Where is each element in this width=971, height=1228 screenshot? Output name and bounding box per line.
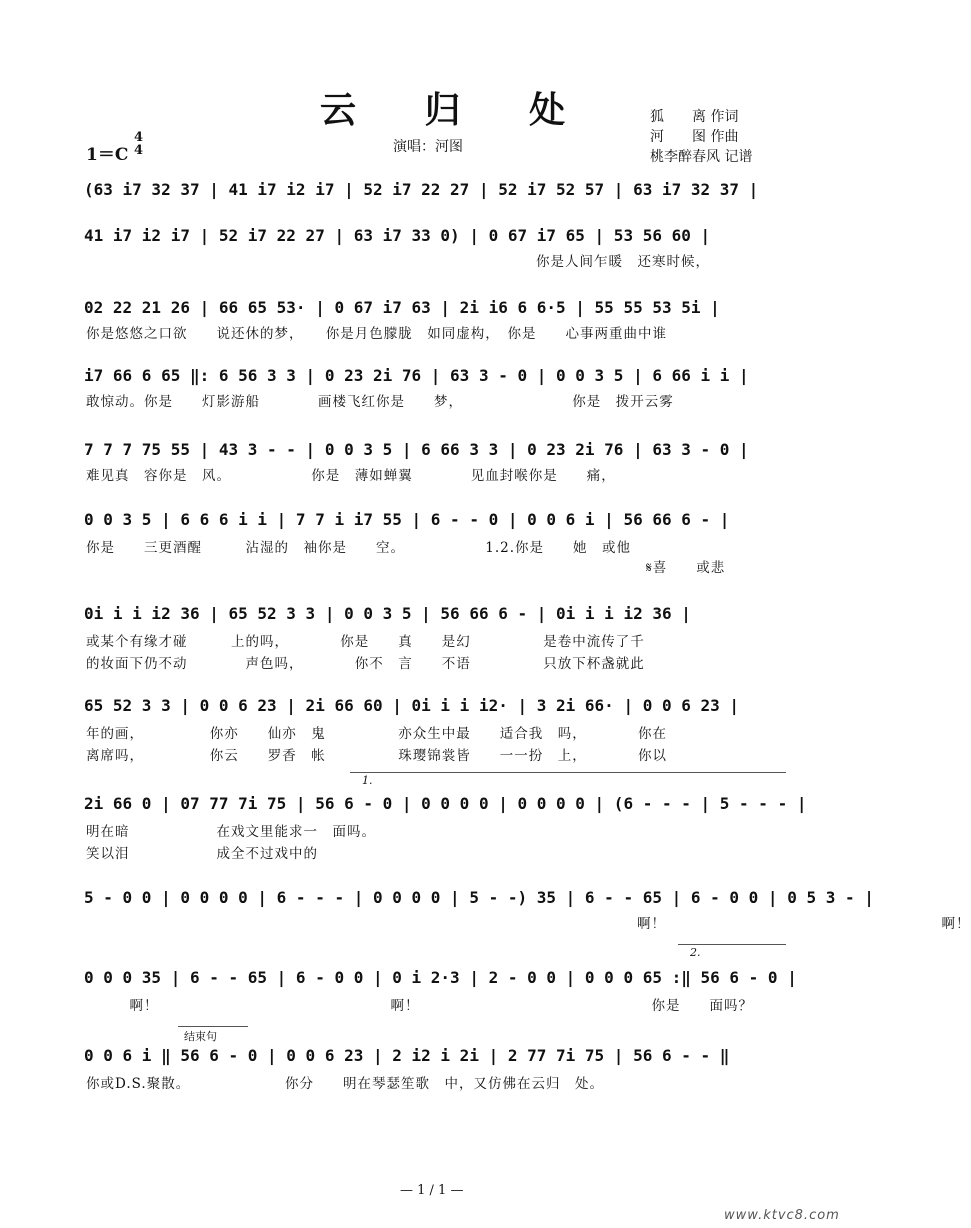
credit-transcriber: 桃李醉春风 记谱 (650, 149, 753, 165)
lyric-line-5: 难见真 容你是 风。 你是 薄如蝉翼 见血封喉你是 痛， (86, 468, 616, 484)
lyric-line-9b: 笑以泪 成全不过戏中的 (86, 846, 318, 862)
credit-lyricist: 狐 离 作词 (650, 109, 739, 125)
coda-label: 结束句 (184, 1030, 217, 1043)
score-line-6: 0 0 3 5 | 6 6 6 i i | 7 7 i i7 55 | 6 - - 0 | 0 0 6 i | 56 66 6 - | (84, 510, 730, 529)
lyric-line-10: 啊！ 啊！ (86, 916, 971, 932)
score-line-5: 7 7 7 75 55 | 43 3 - - | 0 0 3 5 | 6 66 3 3 | 0 23 2i 76 | 63 3 - 0 | (84, 440, 749, 459)
volta-2: 2. (690, 946, 701, 959)
volta-2-bracket (678, 944, 786, 945)
lyric-line-3: 你是悠悠之口欲 说还休的梦， 你是月色朦胧 如同虚构， 你是 心事两重曲中谁 (86, 326, 667, 342)
score-line-10: 5 - 0 0 | 0 0 0 0 | 6 - - - | 0 0 0 0 | 5 - -) 35 | 6 - - 65 | 6 - 0 0 | 0 5 3 - | (84, 888, 874, 907)
lyric-line-6b: 𝄋喜 或悲 (646, 560, 726, 576)
coda-bracket (178, 1026, 248, 1027)
page-number: — 1 / 1 — (400, 1183, 464, 1198)
page-title: 云 归 处 (320, 89, 594, 131)
lyric-line-12: 你或D.S.聚散。 你分 明在琴瑟笙歌 中，又仿佛在云归 处。 (86, 1076, 604, 1092)
score-line-7: 0i i i i2 36 | 65 52 3 3 | 0 0 3 5 | 56 66 6 - | 0i i i i2 36 | (84, 604, 691, 623)
score-line-8: 65 52 3 3 | 0 0 6 23 | 2i 66 60 | 0i i i i2· | 3 2i 66· | 0 0 6 23 | (84, 696, 740, 715)
lyric-line-8b: 离席吗， 你云 罗香 帐 珠璎锦裳皆 一一扮 上， 你以 (86, 748, 667, 764)
lyric-line-2: 你是人间乍暖 还寒时候， (536, 254, 710, 270)
watermark: www.ktvc8.com (724, 1208, 840, 1223)
singer: 演唱：河图 (393, 139, 463, 155)
score-line-1: (63 i7 32 37 | 41 i7 i2 i7 | 52 i7 22 27 | 52 i7 52 57 | 63 i7 32 37 | (84, 180, 759, 199)
lyric-line-4: 敢惊动。你是 灯影游船 画楼飞红你是 梦， 你是 拨开云雾 (86, 394, 674, 410)
score-line-9: 2i 66 0 | 07 77 7i 75 | 56 6 - 0 | 0 0 0 0 | 0 0 0 0 | (6 - - - | 5 - - - | (84, 794, 807, 813)
lyric-line-7: 或某个有缘才碰 上的吗， 你是 真 是幻 是卷中流传了千 (86, 634, 645, 650)
time-numerator: 4 (134, 130, 144, 145)
score-line-11: 0 0 0 35 | 6 - - 65 | 6 - 0 0 | 0 i 2·3 | 2 - 0 0 | 0 0 0 65 :‖ 56 6 - 0 | (84, 968, 797, 987)
lyric-line-8: 年的画， 你亦 仙亦 鬼 亦众生中最 适合我 吗， 你在 (86, 726, 667, 742)
score-line-12: 0 0 6 i ‖ 56 6 - 0 | 0 0 6 23 | 2 i2 i 2i | 2 77 7i 75 | 56 6 - - ‖ (84, 1046, 730, 1065)
score-line-2: 41 i7 i2 i7 | 52 i7 22 27 | 63 i7 33 0) | 0 67 i7 65 | 53 56 60 | (84, 226, 711, 245)
lyric-line-9: 明在暗 在戏文里能求一 面吗。 (86, 824, 376, 840)
lyric-line-7b: 的妆面下仍不动 声色吗， 你不 言 不语 只放下杯盏就此 (86, 656, 645, 672)
credit-composer: 河 图 作曲 (650, 129, 739, 145)
volta-1: 1. (362, 774, 373, 787)
score-line-4: i7 66 6 65 ‖: 6 56 3 3 | 0 23 2i 76 | 63 3 - 0 | 0 0 3 5 | 6 66 i i | (84, 366, 749, 385)
lyric-line-6: 你是 三更酒醒 沾湿的 袖你是 空。 1.2.你是 她 或他 (86, 540, 632, 556)
score-line-3: 02 22 21 26 | 66 65 53· | 0 67 i7 63 | 2i i6 6 6·5 | 55 55 53 5i | (84, 298, 720, 317)
time-signature (134, 131, 143, 157)
volta-1-bracket (350, 772, 786, 773)
lyric-line-11: 啊！ 啊！ 你是 面吗？ (86, 998, 753, 1014)
key-signature: 1＝C (86, 145, 129, 165)
time-denominator: 4 (134, 143, 144, 158)
